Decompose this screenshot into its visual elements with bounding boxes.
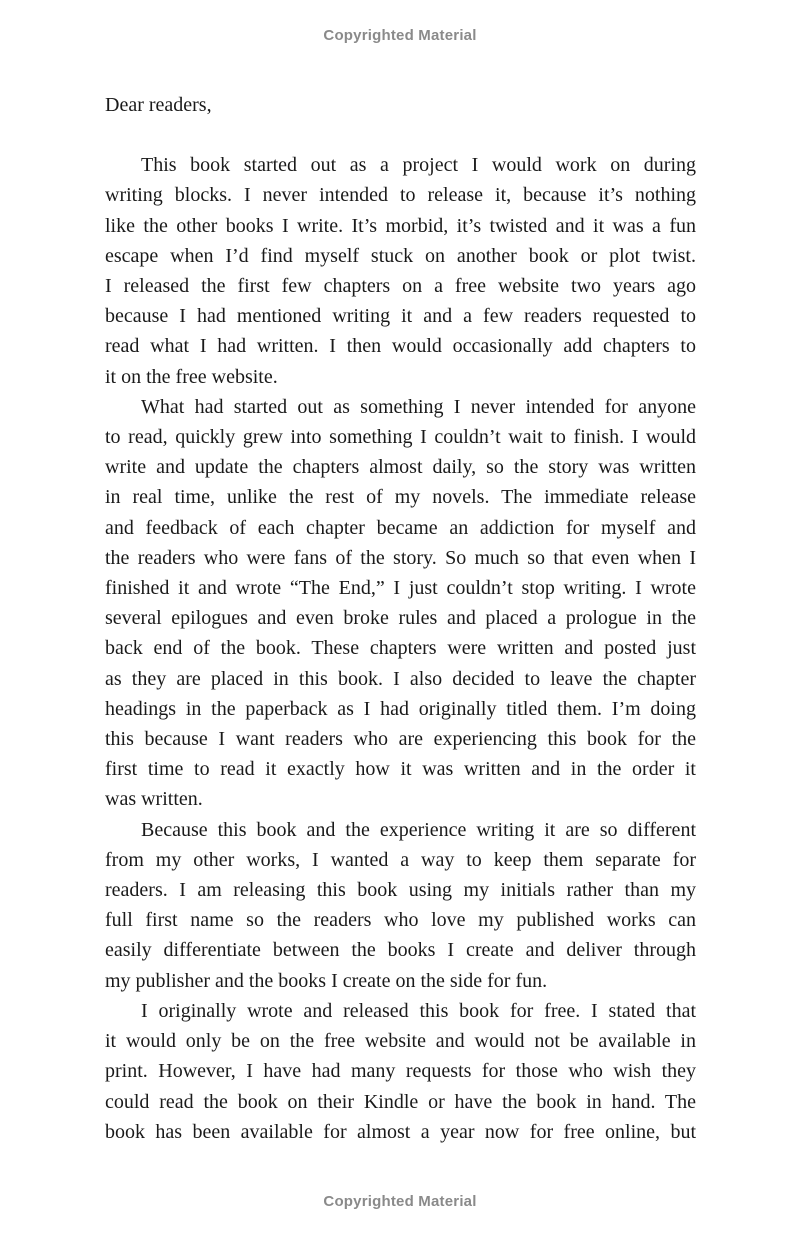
paragraph-line: headings in the paperback as I had originally titled them. I’m doing xyxy=(105,697,696,720)
paragraph-line: What had started out as something I never intended for anyone xyxy=(141,395,696,418)
paragraph-line: first time to read it exactly how it was written and in the order it xyxy=(105,758,696,781)
letter-paragraphs xyxy=(105,150,696,1147)
letter-body xyxy=(105,90,696,1147)
paragraph-line: finished it and wrote “The End,” I just couldn’t stop writing. I wrote xyxy=(105,577,696,600)
salutation: Dear readers, xyxy=(105,94,212,116)
paragraph xyxy=(105,815,696,996)
paragraph-line: as they are placed in this book. I also decided to leave the chapter xyxy=(105,667,696,690)
copyright-watermark-bottom: Copyrighted Material xyxy=(323,1193,477,1210)
copyright-watermark-top: Copyrighted Material xyxy=(323,27,477,44)
paragraph-line: read what I had written. I then would occasionally add chapters to xyxy=(105,335,696,358)
paragraph-line: easily differentiate between the books I create and deliver through xyxy=(105,939,696,962)
paragraph-line: because I had mentioned writing it and a few readers requested to xyxy=(105,305,696,328)
paragraph-line: was written. xyxy=(105,788,203,811)
paragraph-line: the readers who were fans of the story. So much so that even when I xyxy=(105,546,696,569)
paragraph xyxy=(105,150,696,392)
paragraph-line: I released the first few chapters on a free website two years ago xyxy=(105,275,696,298)
paragraph-line: escape when I’d find myself stuck on another book or plot twist. xyxy=(105,244,696,267)
paragraph-line: this because I want readers who are experiencing this book for the xyxy=(105,728,696,751)
paragraph-line: could read the book on their Kindle or have the book in hand. The xyxy=(105,1090,696,1113)
paragraph-line: back end of the book. These chapters were written and posted just xyxy=(105,637,696,660)
paragraph-line: writing blocks. I never intended to release it, because it’s nothing xyxy=(105,184,696,207)
paragraph xyxy=(105,996,696,1147)
paragraph-line: print. However, I have had many requests for those who wish they xyxy=(105,1060,696,1083)
paragraph-line: full first name so the readers who love my published works can xyxy=(105,909,696,932)
paragraph-line: my publisher and the books I create on the side for fun. xyxy=(105,969,548,992)
paragraph-line: I originally wrote and released this book for free. I stated that xyxy=(141,999,696,1022)
paragraph-line: Because this book and the experience writing it are so different xyxy=(141,818,696,841)
paragraph-line: in real time, unlike the rest of my novels. The immediate release xyxy=(105,486,696,509)
paragraph-line: to read, quickly grew into something I couldn’t wait to finish. I would xyxy=(105,426,696,449)
paragraph xyxy=(105,392,696,815)
paragraph-line: and feedback of each chapter became an addiction for myself and xyxy=(105,516,696,539)
paragraph-line: write and update the chapters almost daily, so the story was written xyxy=(105,456,696,479)
paragraph-line: This book started out as a project I would work on during xyxy=(141,154,696,177)
paragraph-line: from my other works, I wanted a way to keep them separate for xyxy=(105,848,696,871)
paragraph-line: readers. I am releasing this book using my initials rather than my xyxy=(105,879,696,902)
paragraph-line: several epilogues and even broke rules and placed a prologue in the xyxy=(105,607,696,630)
paragraph-line: it would only be on the free website and would not be available in xyxy=(105,1030,696,1053)
paragraph-line: book has been available for almost a year now for free online, but xyxy=(105,1120,696,1143)
paragraph-line: like the other books I write. It’s morbid, it’s twisted and it was a fun xyxy=(105,214,696,237)
paragraph-line: it on the free website. xyxy=(105,365,278,388)
